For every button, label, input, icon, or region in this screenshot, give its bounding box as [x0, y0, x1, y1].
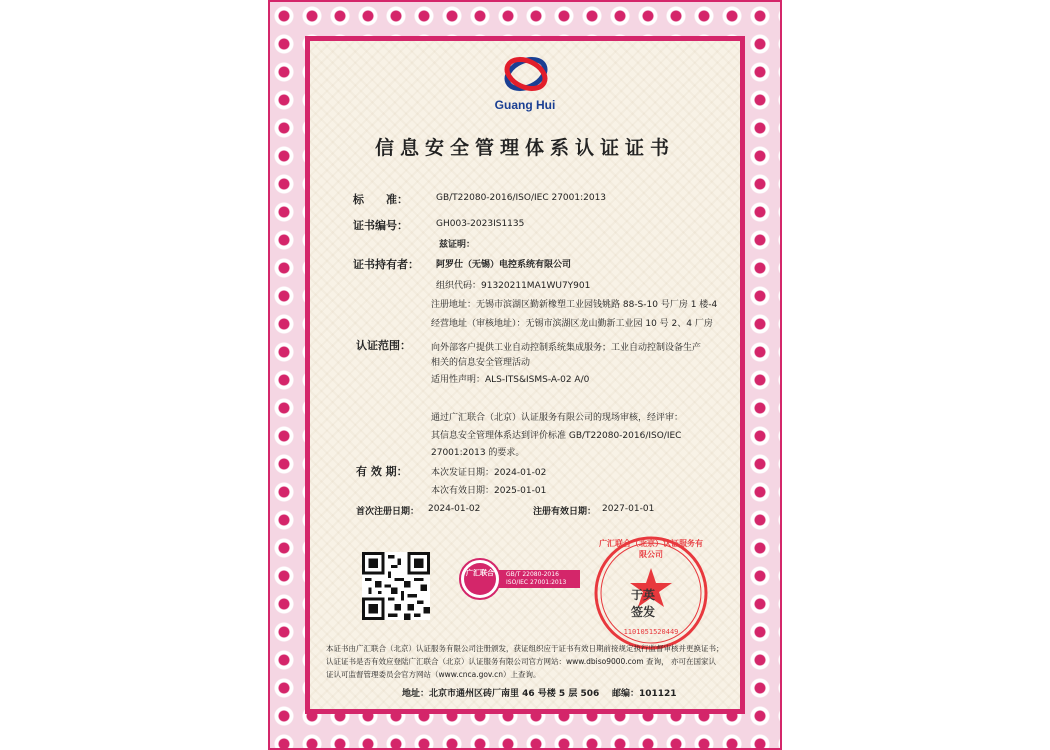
statement-line-3: 27001:2013 的要求。 — [431, 448, 525, 458]
badge-line-2: ISO/IEC 27001:2013 — [506, 579, 567, 586]
sign-label: 签发 — [631, 605, 656, 619]
certificate-title: 信息安全管理体系认证证书 — [374, 137, 675, 159]
statement-line-2: 其信息安全管理体系达到评价标准 GB/T22080-2016/ISO/IEC — [431, 431, 682, 441]
badge-name: 广汇联合 — [466, 569, 494, 577]
holder-name: 阿罗仕（无锡）电控系统有限公司 — [436, 260, 572, 270]
registration-valid-label: 注册有效日期： — [533, 507, 597, 517]
registration-valid-date: 2027-01-01 — [602, 504, 655, 514]
cert-number-value: GH003-2023IS1135 — [436, 219, 525, 229]
first-registration-date: 2024-01-02 — [428, 504, 481, 514]
proof-label: 兹证明： — [439, 240, 476, 250]
applicability-statement: 适用性声明：ALS-ITS&ISMS-A-02 A/0 — [431, 375, 590, 385]
registered-address: 注册地址：无锡市滨湖区勤新橡塑工业园钱姚路 88-S-10 号厂房 1 楼-4 — [431, 300, 718, 310]
scope-line-2: 相关的信息安全管理活动 — [431, 358, 531, 368]
footer-line-3: 证认可监督管理委员会官方网站（www.cnca.gov.cn）上查询。 — [326, 670, 541, 679]
standard-label: 标 准： — [353, 193, 408, 206]
standard-value: GB/T22080-2016/ISO/IEC 27001:2013 — [436, 193, 607, 203]
issue-date: 本次发证日期：2024-01-02 — [431, 468, 547, 478]
holder-label: 证书持有者： — [353, 258, 419, 271]
footer-line-1: 本证书由广汇联合（北京）认证服务有限公司注册颁发，获证组织应于证书有效日期前接规定执行监督审核并更换证书； — [326, 644, 724, 653]
valid-date: 本次有效日期：2025-01-01 — [431, 486, 547, 496]
org-code: 组织代码：91320211MA1WU7Y901 — [436, 281, 591, 291]
statement-line-1: 通过广汇联合（北京）认证服务有限公司的现场审核，经评审： — [431, 413, 684, 423]
signature: 于英 — [631, 588, 656, 602]
footer-postcode: 邮编：101121 — [612, 689, 677, 699]
footer-address: 地址：北京市通州区砖厂南里 46 号楼 5 层 506 — [402, 689, 600, 699]
scope-label: 认证范围： — [356, 339, 411, 352]
cert-number-label: 证书编号： — [353, 219, 408, 232]
first-registration-label: 首次注册日期： — [356, 507, 420, 517]
qr-code-icon — [362, 552, 430, 620]
operating-address: 经营地址（审核地址）：无锡市滨湖区龙山勤新工业园 10 号 2、4 厂房 — [431, 319, 713, 329]
seal-text: 广汇联合（北京）认证服务有限公司 — [599, 539, 703, 559]
badge-line-1: GB/T 22080-2016 — [506, 571, 559, 578]
footer-line-2: 认证证书是否有效应登陆广汇联合（北京）认证服务有限公司官方网站：www.dbiso9000.com 查询， 亦可在国家认 — [326, 657, 716, 666]
scope-line-1: 向外部客户提供工业自动控制系统集成服务；工业自动控制设备生产 — [431, 343, 702, 353]
validity-label: 有 效 期： — [356, 465, 408, 478]
seal-number: 1101051520449 — [623, 628, 679, 636]
guanghui-logo-icon — [500, 52, 552, 96]
brand-name: Guang Hui — [494, 98, 556, 112]
